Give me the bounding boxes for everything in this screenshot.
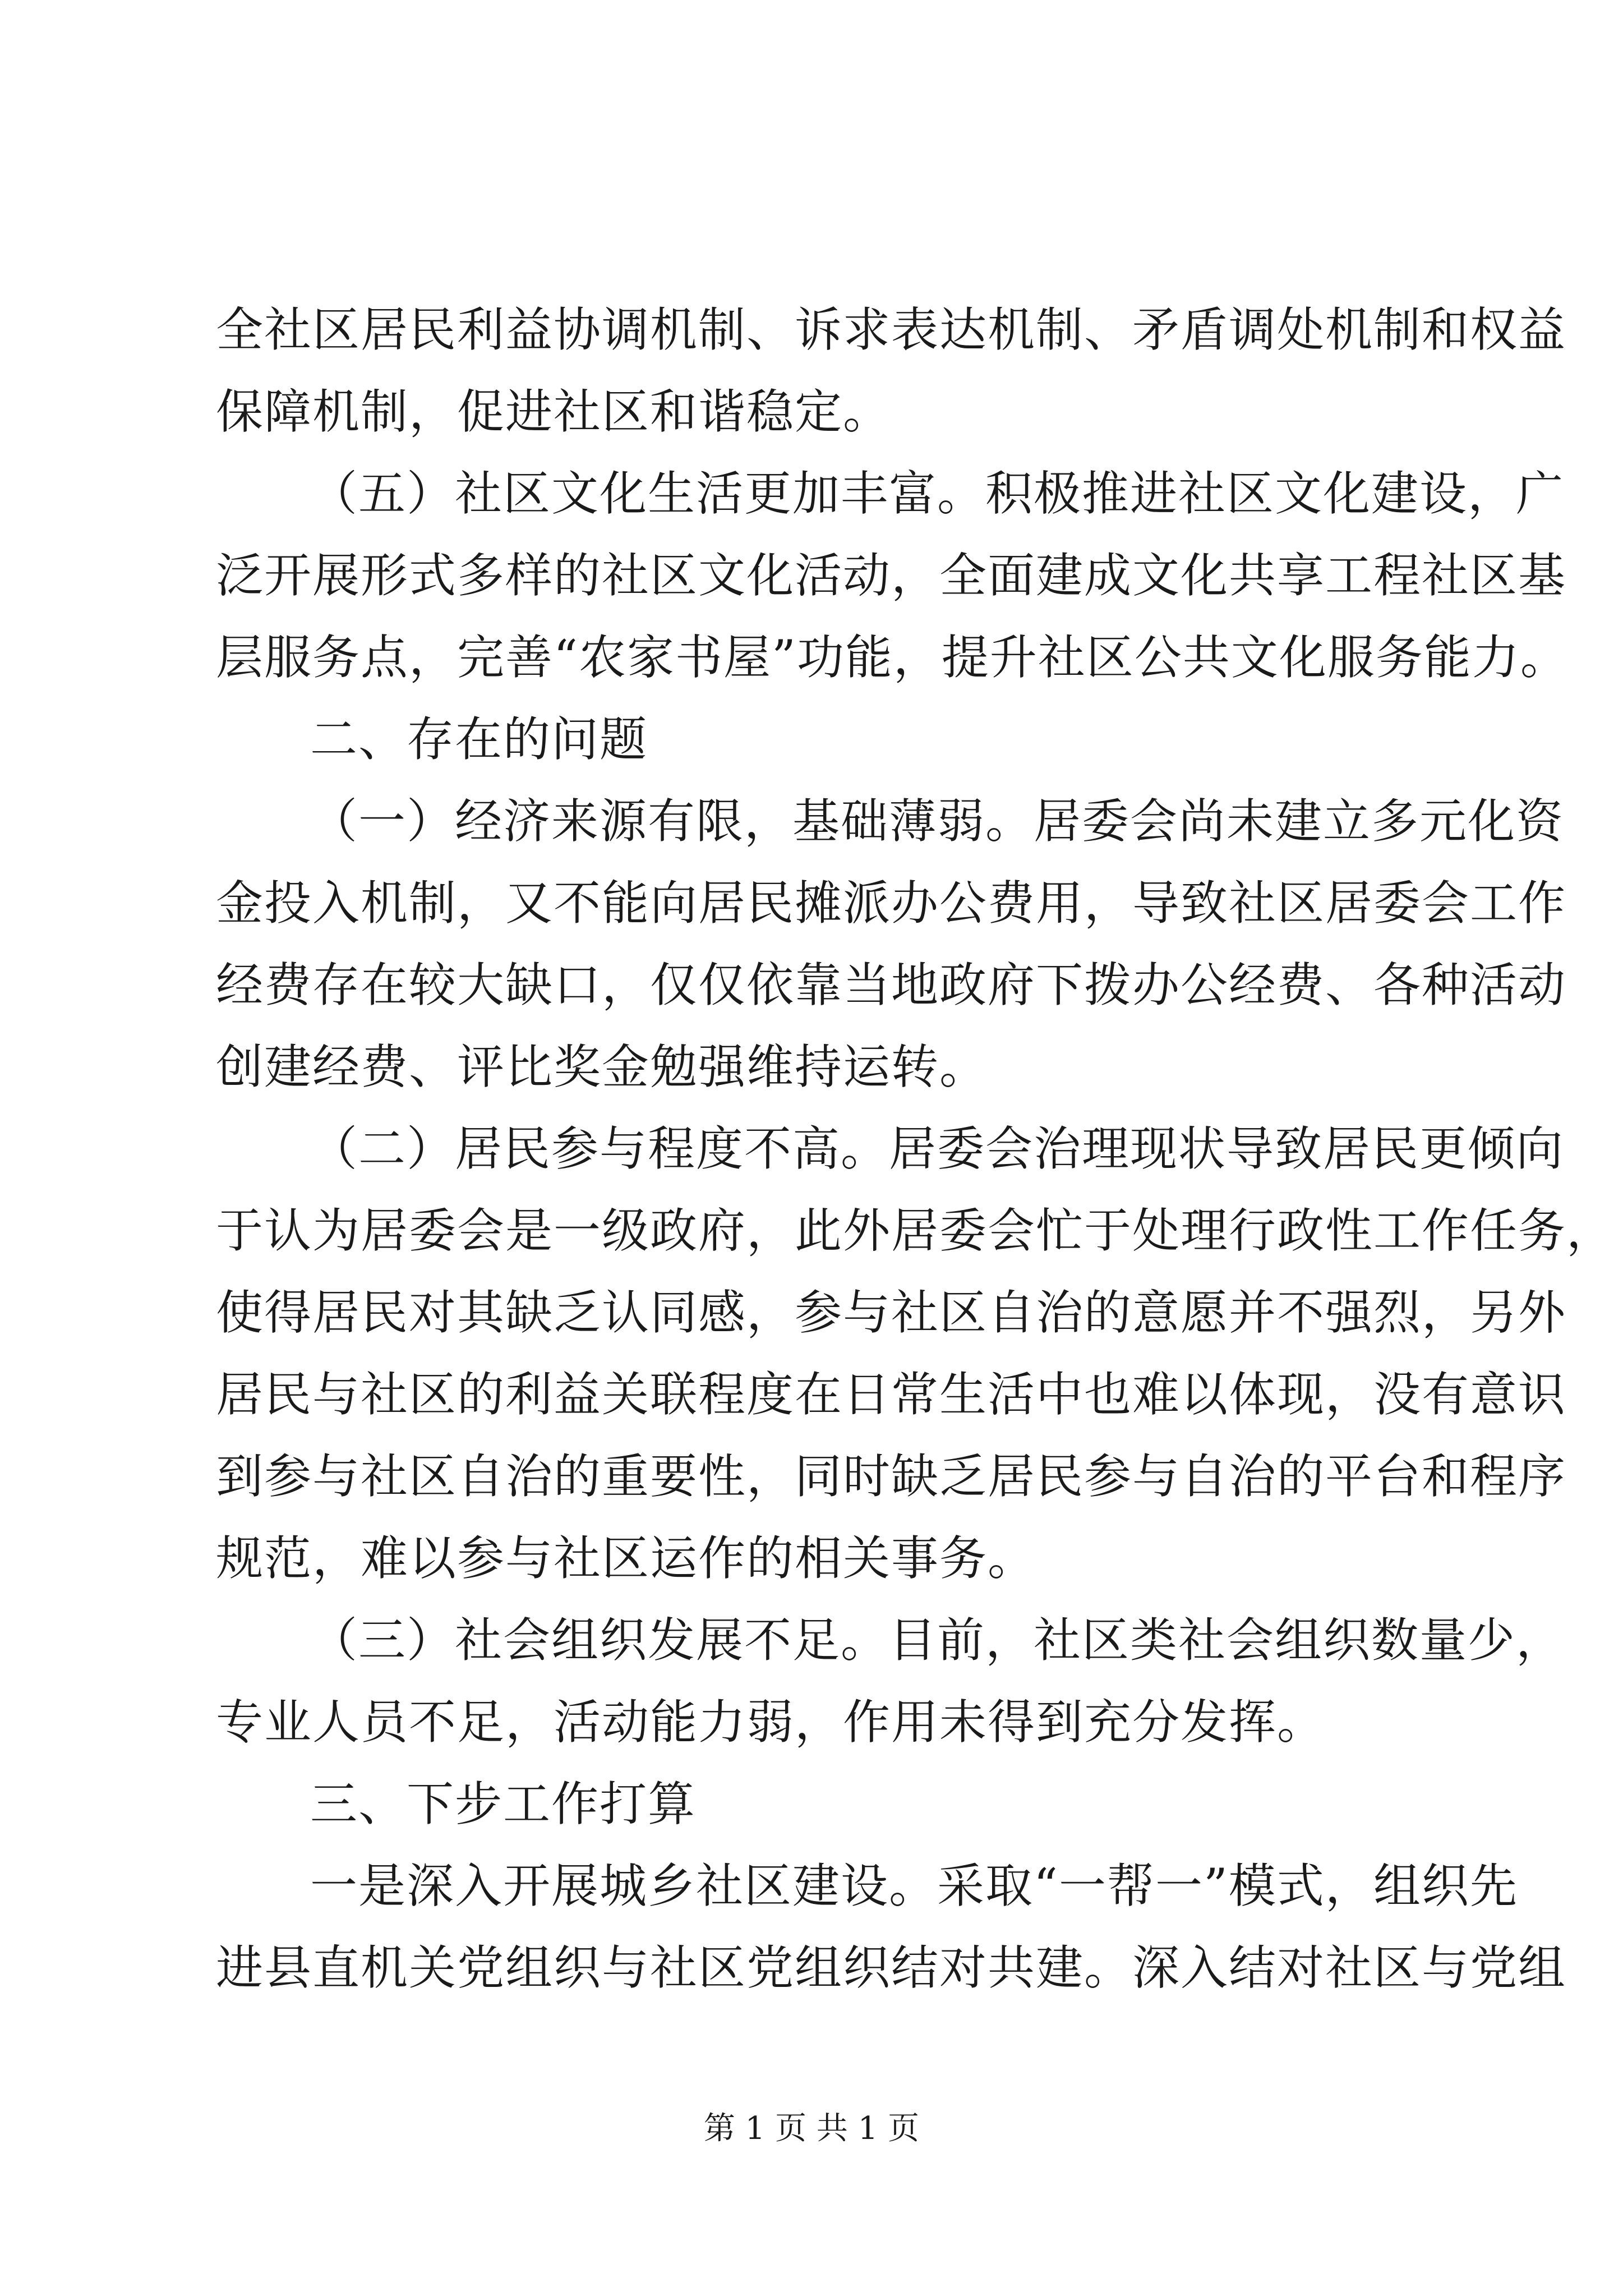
section-heading: 二、存在的问题	[310, 712, 648, 767]
text-line: （五）社区文化生活更加丰富。积极推进社区文化建设，广	[310, 466, 1565, 521]
text-line: 创建经费、评比奖金勉强维持运转。	[216, 1039, 988, 1094]
text-line: （三）社会组织发展不足。目前，社区类社会组织数量少，	[310, 1613, 1565, 1668]
text-line: 一是深入开展城乡社区建设。采取“一帮一”模式，组织先	[310, 1858, 1518, 1913]
text-line: 于认为居委会是一级政府，此外居委会忙于处理行政性工作任务，	[216, 1203, 1615, 1258]
text-line: 到参与社区自治的重要性，同时缺乏居民参与自治的平台和程序	[216, 1449, 1567, 1504]
text-line: 进县直机关党组织与社区党组织结对共建。深入结对社区与党组	[216, 1940, 1567, 1995]
text-line: 规范，难以参与社区运作的相关事务。	[216, 1531, 1036, 1586]
text-line: （二）居民参与程度不高。居委会治理现状导致居民更倾向	[310, 1121, 1565, 1176]
page-footer: 第 1 页 共 1 页	[703, 2110, 920, 2147]
text-line: 层服务点，完善“农家书屋”功能，提升社区公共文化服务能力。	[216, 630, 1569, 685]
text-line: 全社区居民利益协调机制、诉求表达机制、矛盾调处机制和权益	[216, 302, 1567, 357]
text-line: 经费存在较大缺口，仅仅依靠当地政府下拨办公经费、各种活动	[216, 958, 1567, 1013]
section-heading: 三、下步工作打算	[310, 1777, 697, 1832]
text-line: 专业人员不足，活动能力弱，作用未得到充分发挥。	[216, 1695, 1326, 1750]
text-line: 金投入机制，又不能向居民摊派办公费用，导致社区居委会工作	[216, 876, 1567, 931]
text-line: 保障机制，促进社区和谐稳定。	[216, 384, 892, 439]
text-line: 泛开展形式多样的社区文化活动，全面建成文化共享工程社区基	[216, 548, 1567, 603]
text-line: 居民与社区的利益关联程度在日常生活中也难以体现，没有意识	[216, 1367, 1567, 1422]
text-line: （一）经济来源有限，基础薄弱。居委会尚未建立多元化资	[310, 794, 1565, 849]
text-line: 使得居民对其缺乏认同感，参与社区自治的意愿并不强烈，另外	[216, 1285, 1567, 1340]
